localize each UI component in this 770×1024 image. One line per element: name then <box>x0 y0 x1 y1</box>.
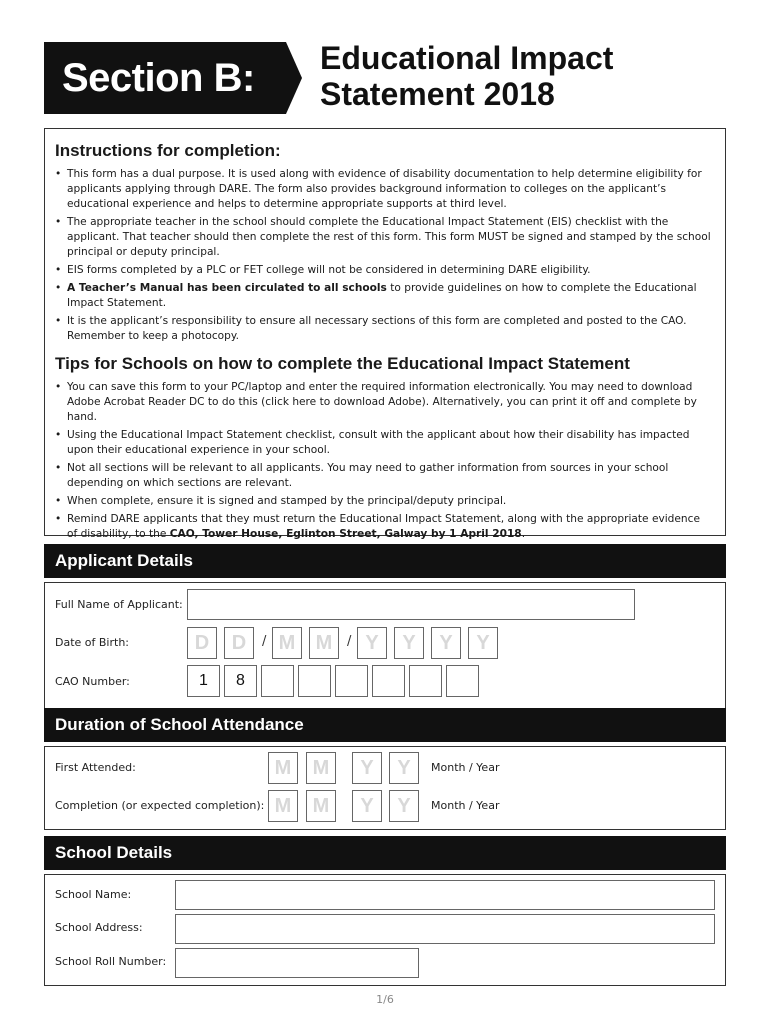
duration-heading: Duration of School Attendance <box>44 708 726 742</box>
section-label: Section B: <box>44 42 286 114</box>
school-address-label: School Address: <box>55 921 143 934</box>
school-name-label: School Name: <box>55 888 132 901</box>
cao-digit-7[interactable] <box>409 665 442 697</box>
school-roll-input[interactable] <box>175 948 419 978</box>
completion-month-2[interactable]: M <box>306 790 336 822</box>
tip-item: • Remind DARE applicants that they must return the Educational Impact Statement, along with the appropriate evidence of disability, to the CAO, Tower House, Eglinton Street, Galway by 1 April 2018. <box>55 512 713 542</box>
cao-digit-5[interactable] <box>335 665 368 697</box>
first-attended-label: First Attended: <box>55 761 136 774</box>
page-number: 1/6 <box>376 993 394 1006</box>
completion-year-2[interactable]: Y <box>389 790 419 822</box>
first-year-1[interactable]: Y <box>352 752 382 784</box>
dob-separator: / <box>262 634 267 649</box>
applicant-details-heading: Applicant Details <box>44 544 726 578</box>
cao-digit-1[interactable]: 1 <box>187 665 220 697</box>
instruction-item: • It is the applicant’s responsibility to ensure all necessary sections of this form are completed and posted to the CAO. Remember to keep a photocopy. <box>55 314 713 344</box>
title-line-2: Statement 2018 <box>320 76 555 112</box>
cao-number-label: CAO Number: <box>55 675 130 688</box>
school-name-input[interactable] <box>175 880 715 910</box>
instruction-item: • The appropriate teacher in the school should complete the Educational Impact Statement (EIS) checklist with the applicant. That teacher should then complete the rest of this form. This form MUST be signed and stamped by the school principal or deputy principal. <box>55 215 713 260</box>
completion-unit-label: Month / Year <box>431 799 500 812</box>
completion-label: Completion (or expected completion): <box>55 799 265 812</box>
cao-digit-3[interactable] <box>261 665 294 697</box>
completion-month-1[interactable]: M <box>268 790 298 822</box>
dob-separator: / <box>347 634 352 649</box>
cao-digit-4[interactable] <box>298 665 331 697</box>
tips-heading: Tips for Schools on how to complete the Educational Impact Statement <box>55 354 630 373</box>
title-line-1: Educational Impact <box>320 40 614 76</box>
full-name-label: Full Name of Applicant: <box>55 598 183 611</box>
tip-item: • Using the Educational Impact Statement checklist, consult with the applicant about how their disability has impacted upon their educational experience in your school. <box>55 428 713 458</box>
school-details-heading: School Details <box>44 836 726 870</box>
tip-item: • You can save this form to your PC/laptop and enter the required information electronically. You may need to download Adobe Acrobat Reader DC to do this (click here to download Adobe). Alternatively, you can print it off and complete by hand. <box>55 380 713 425</box>
first-month-1[interactable]: M <box>268 752 298 784</box>
cao-digit-6[interactable] <box>372 665 405 697</box>
dob-month-1[interactable]: M <box>272 627 302 659</box>
dob-day-2[interactable]: D <box>224 627 254 659</box>
instruction-item: • This form has a dual purpose. It is used along with evidence of disability documentation to help determine eligibility for applicants applying through DARE. The form also provides background information to colleges on the applicant’s educational experience and helps to determine appropriate supports at third level. <box>55 167 713 212</box>
dob-year-3[interactable]: Y <box>431 627 461 659</box>
cao-digit-8[interactable] <box>446 665 479 697</box>
page-title <box>320 40 613 112</box>
section-arrow-icon <box>286 42 302 114</box>
duration-box <box>44 746 726 830</box>
tip-item: • Not all sections will be relevant to all applicants. You may need to gather information from sources in your school depending on which sections are relevant. <box>55 461 713 491</box>
tips-list <box>55 380 713 542</box>
first-month-2[interactable]: M <box>306 752 336 784</box>
dob-day-1[interactable]: D <box>187 627 217 659</box>
instructions-list <box>55 167 713 344</box>
cao-digit-2[interactable]: 8 <box>224 665 257 697</box>
dob-month-2[interactable]: M <box>309 627 339 659</box>
dob-year-4[interactable]: Y <box>468 627 498 659</box>
dob-label: Date of Birth: <box>55 636 130 649</box>
instruction-item: • A Teacher’s Manual has been circulated to all schools to provide guidelines on how to complete the Educational Impact Statement. <box>55 281 713 311</box>
instructions-box <box>44 128 726 540</box>
first-year-2[interactable]: Y <box>389 752 419 784</box>
completion-year-1[interactable]: Y <box>352 790 382 822</box>
dob-year-1[interactable]: Y <box>357 627 387 659</box>
first-unit-label: Month / Year <box>431 761 500 774</box>
dob-year-2[interactable]: Y <box>394 627 424 659</box>
school-roll-label: School Roll Number: <box>55 955 167 968</box>
school-address-input[interactable] <box>175 914 715 944</box>
tip-item: • When complete, ensure it is signed and stamped by the principal/deputy principal. <box>55 494 713 509</box>
instruction-item: • EIS forms completed by a PLC or FET college will not be considered in determining DARE eligibility. <box>55 263 713 278</box>
instructions-heading: Instructions for completion: <box>55 141 281 160</box>
full-name-input[interactable] <box>187 589 635 620</box>
